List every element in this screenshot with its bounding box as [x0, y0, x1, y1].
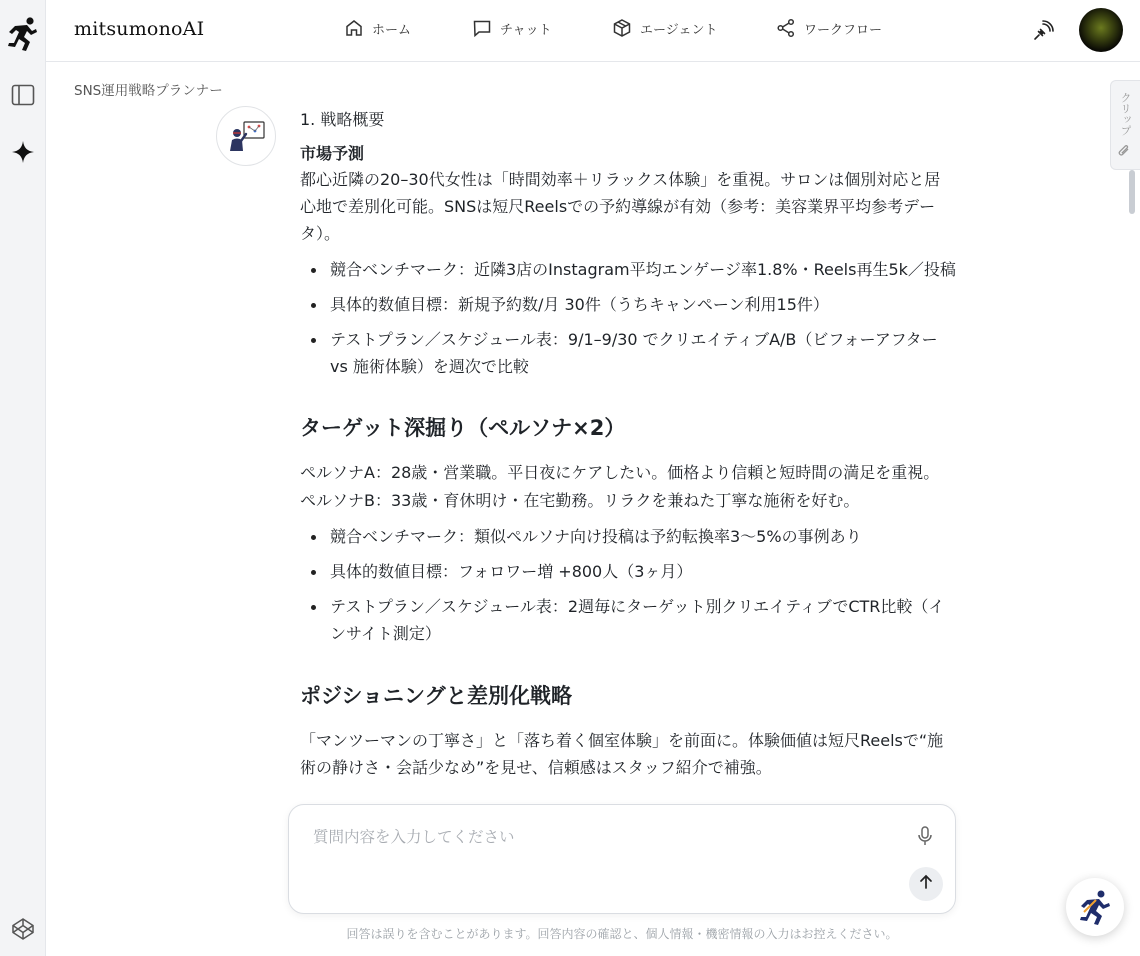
market-line: 心地で差別化可能。SNSは短尺Reelsでの予約導線が有効（参考：美容業界平均参考デー — [300, 197, 936, 216]
user-avatar[interactable] — [1079, 8, 1123, 52]
brand-name[interactable]: mitsumonoAI — [74, 18, 205, 40]
clip-label: クリップ — [1119, 92, 1132, 136]
send-button[interactable] — [909, 867, 943, 901]
market-heading: 市場予測 — [300, 144, 365, 163]
nav-workflow-label: ワークフロー — [804, 22, 883, 38]
chat-icon — [472, 18, 492, 38]
chat-input[interactable] — [313, 825, 873, 849]
persona-a: ペルソナA：28歳・営業職。平日夜にケアしたい。価格より信頼と短時間の満足を重視。 — [300, 463, 940, 482]
list-item: 具体的数値目標：フォロワー増 +800人（3ヶ月） — [300, 558, 960, 585]
nav-chat[interactable] — [472, 18, 552, 38]
nav-home[interactable] — [344, 18, 411, 38]
scrollbar-thumb[interactable] — [1129, 170, 1135, 214]
target-heading: ターゲット深掘り（ペルソナ×2） — [300, 416, 626, 440]
list-item: 具体的数値目標：新規予約数/月 30件（うちキャンペーン利用15件） — [300, 291, 960, 318]
microphone-icon[interactable] — [915, 825, 935, 851]
assistant-fab-button[interactable] — [1066, 878, 1124, 936]
nav-agent-label: エージェント — [640, 22, 718, 38]
list-item: 競合ベンチマーク：近隣3店のInstagram平均エンゲージ率1.8%・Reels再生5k／投稿 — [300, 256, 960, 283]
section-title: 1. 戦略概要 — [300, 110, 385, 129]
nav-chat-label: チャット — [500, 22, 552, 38]
list-item: 競合ベンチマーク：類似ペルソナ向け投稿は予約転換率3〜5%の事例あり — [300, 523, 960, 550]
nav-home-label: ホーム — [372, 22, 412, 38]
market-line: 都心近隣の20–30代女性は「時間効率＋リラックス体験」を重視。サロンは個別対応と居 — [300, 170, 941, 189]
disclaimer-text: 回答は誤りを含むことがあります。回答内容の確認と、個人情報・機密情報の入力はお控えください。 — [346, 927, 898, 941]
list-item: テストプラン／スケジュール表：9/1–9/30 でクリエイティブA/B（ビフォーアフター vs 施術体験）を週次で比較 — [300, 326, 960, 380]
logo-runner-icon[interactable] — [0, 16, 46, 52]
target-list — [300, 523, 960, 647]
top-header — [46, 0, 1140, 62]
assistant-avatar — [216, 106, 276, 166]
home-icon — [344, 18, 364, 38]
market-line: タ）。 — [300, 224, 341, 243]
market-list — [300, 256, 960, 380]
arrow-up-icon — [917, 873, 935, 895]
left-rail — [0, 0, 46, 956]
paperclip-icon — [1117, 143, 1131, 163]
chat-input-box — [288, 804, 956, 914]
nav-workflow[interactable] — [776, 18, 882, 38]
positioning-heading: ポジショニングと差別化戦略 — [300, 684, 573, 708]
persona-b: ペルソナB：33歳・育休明け・在宅勤務。リラクを兼ねた丁寧な施術を好む。 — [300, 491, 860, 510]
positioning-paragraph: 「マンツーマンの丁寧さ」と「落ち着く個室体験」を前面に。体験価値は短尺Reelsで“施 術の静けさ・会話少なめ”を見せ、信頼感はスタッフ紹介で補強。 — [300, 731, 944, 777]
workflow-icon — [776, 18, 796, 38]
assistant-message — [300, 106, 960, 781]
list-item: テストプラン／スケジュール表：2週毎にターゲット別クリエイティブでCTR比較（イ ンサイト測定） — [300, 593, 960, 647]
codepen-icon[interactable] — [0, 917, 46, 941]
sparkle-icon[interactable] — [0, 140, 46, 164]
nav-agent[interactable] — [612, 18, 717, 38]
breadcrumb: SNS運用戦略プランナー — [74, 83, 223, 99]
market-paragraph — [300, 166, 960, 247]
sidebar-toggle-icon[interactable] — [0, 84, 46, 106]
cast-icon[interactable] — [1032, 20, 1054, 46]
box-icon — [612, 18, 632, 38]
